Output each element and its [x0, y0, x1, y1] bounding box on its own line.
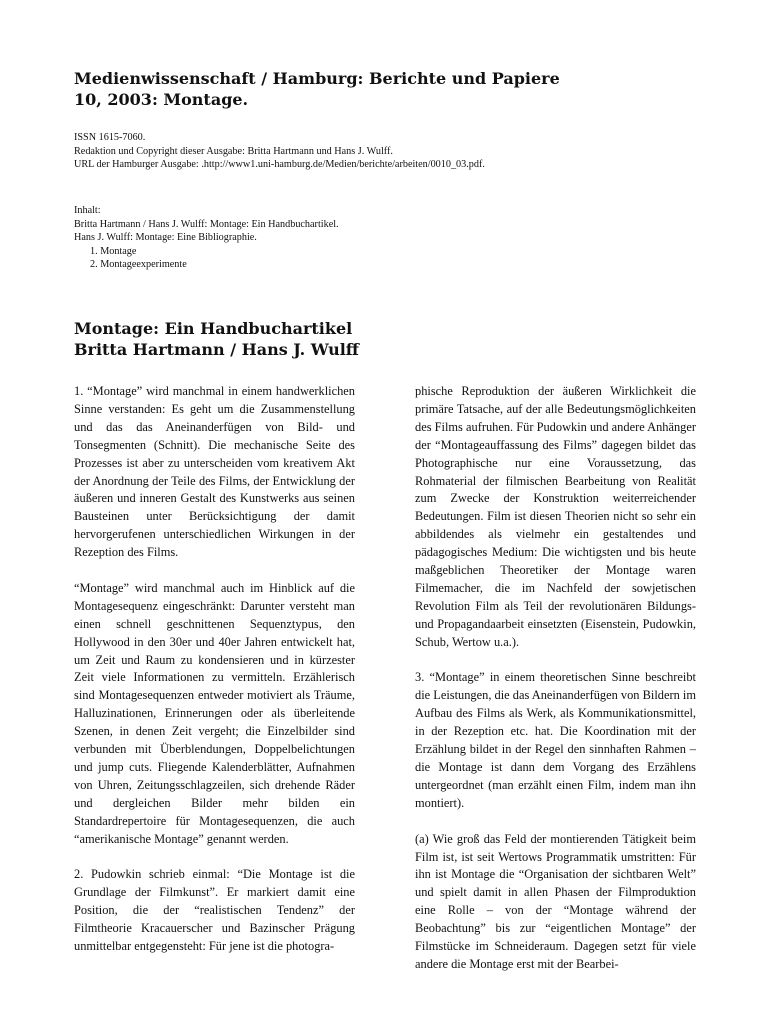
- toc-item: Britta Hartmann / Hans J. Wulff: Montage: Ein Handbuchartikel.: [74, 218, 339, 230]
- table-of-contents: [74, 204, 714, 272]
- body-paragraph: 1. “Montage” wird manchmal in einem handwerklichen Sinne verstanden: Es geht um die Zusammenstellung und das das Aneinanderfügen von Bild- und Tonsegmenten (Schnitt). Die mechanische Seite des Prozesses ist aber zu unterscheiden vom kreativem Akt der Anordnung der Teile des Films, der Entwicklung der äußeren und inneren Gestalt des Kunstwerks aus seinen Bausteinen unter Berücksichtigung der damit hervorgerufenen unterschiedlichen Wirkungen in der Rezeption des Films.: [74, 384, 355, 560]
- copyright-line: Redaktion und Copyright dieser Ausgabe: Britta Hartmann und Hans J. Wulff.: [74, 145, 393, 157]
- article-heading: [74, 318, 694, 360]
- body-column-left: [74, 383, 355, 956]
- series-title-line-2: 10, 2003: Montage.: [74, 90, 249, 109]
- body-column-right: [415, 383, 696, 974]
- article-authors: Britta Hartmann / Hans J. Wulff: [74, 340, 359, 359]
- article-title: Montage: Ein Handbuchartikel: [74, 319, 353, 338]
- toc-heading: Inhalt:: [74, 205, 101, 216]
- body-paragraph: 3. “Montage” in einem theoretischen Sinne beschreibt die Leistungen, die das Aneinanderfügen von Bildern im Aufbau des Films als Werk, als Kommunikationsmittel, in der Rezeption etc. hat. Die Koordination mit der Erzählung bildet in der Regel den sinnhaften Rahmen – die Montage ist dann dem Vorgang des Erzählens untergeordnet (man erzählt einen Film, indem man ihn montiert).: [415, 670, 696, 810]
- toc-subitem: 1. Montage: [90, 245, 137, 257]
- body-paragraph: “Montage” wird manchmal auch im Hinblick auf die Montagesequenz eingeschränkt: Darunter versteht man einen schnell geschnittenen Sequenztypus, den Hollywood in den 30er und 40er Jahren entwickelt hat, um Zeit und Raum zu kondensieren und in kürzester Zeit viele Informationen zu vermitteln. Erzählerisch sind Montagesequenzen entweder motiviert als Träume, Halluzinationen, Erinnerungen oder als überleitende Szenen, in denen Zeit vergeht; die Einzelbilder sind verbunden mit Überblendungen, Doppelbelichtungen und jump cuts. Fliegende Kalenderblätter, Aufnahmen von Uhren, Zeitungsschlagzeilen, sich drehende Räder und dergleichen Bilder mehr bilden ein Standardrepertoire für Montagesequenzen, die auch “amerikanische Montage” genannt werden.: [74, 580, 355, 846]
- url-line: URL der Hamburger Ausgabe: .http://www1.uni-hamburg.de/Medien/berichte/arbeiten/0010_03.pdf.: [74, 159, 485, 171]
- body-paragraph: (a) Wie groß das Feld der montierenden Tätigkeit beim Film ist, ist seit Wertows Programmatik umstritten: Für ihn ist Montage die “Organisation der sichtbaren Welt” und spielt damit in allen Phasen der Filmproduktion eine Rolle – von der “Montage während der Beobachtung” bis zur “eigentlichen Montage” der Filmstücke im Schneideraum. Dagegen setzt für viele andere die Montage erst mit der Bearbei-: [415, 831, 696, 971]
- toc-subitem: 2. Montageexperimente: [90, 259, 187, 271]
- toc-item: Hans J. Wulff: Montage: Eine Bibliographie.: [74, 232, 257, 244]
- series-title-line-1: Medienwissenschaft / Hamburg: Berichte und Papiere: [74, 69, 560, 88]
- series-title: [74, 68, 694, 110]
- body-paragraph: phische Reproduktion der äußeren Wirklichkeit die primäre Tatsache, auf der alle Bedeutungsmöglichkeiten des Films aufruhen. Für Pudowkin und andere Anhänger der “Montageauffassung des Films” dagegen bildet das Photographische nur eine Voraussetzung, das Rohmaterial der filmischen Bearbeitung von Realität zum Zwecke der Konstruktion weiterreichender Bedeutungen. Film ist diesen Theorien nicht so sehr ein abbildendes als vielmehr ein gestaltendes und pädagogisches Medium: Die wichtigsten und bis heute maßgeblichen Theoretiker der Montage waren Filmemacher, die im Nachfeld der sowjetischen Revolution Film als Teil der revolutionären Bildungs- und Propagandaarbeit einsetzten (Eisenstein, Pudowkin, Schub, Wertow u.a.).: [415, 384, 696, 649]
- issn-line: ISSN 1615-7060.: [74, 132, 146, 143]
- publication-meta: [74, 131, 714, 172]
- body-paragraph: 2. Pudowkin schrieb einmal: “Die Montage ist die Grundlage der Filmkunst”. Er markiert damit eine Position, die der “realistischen Tendenz” der Filmtheorie Kracauerscher und Bazinscher Prägung unmittelbar entgegensteht: Für jene ist die photogra-: [74, 867, 355, 954]
